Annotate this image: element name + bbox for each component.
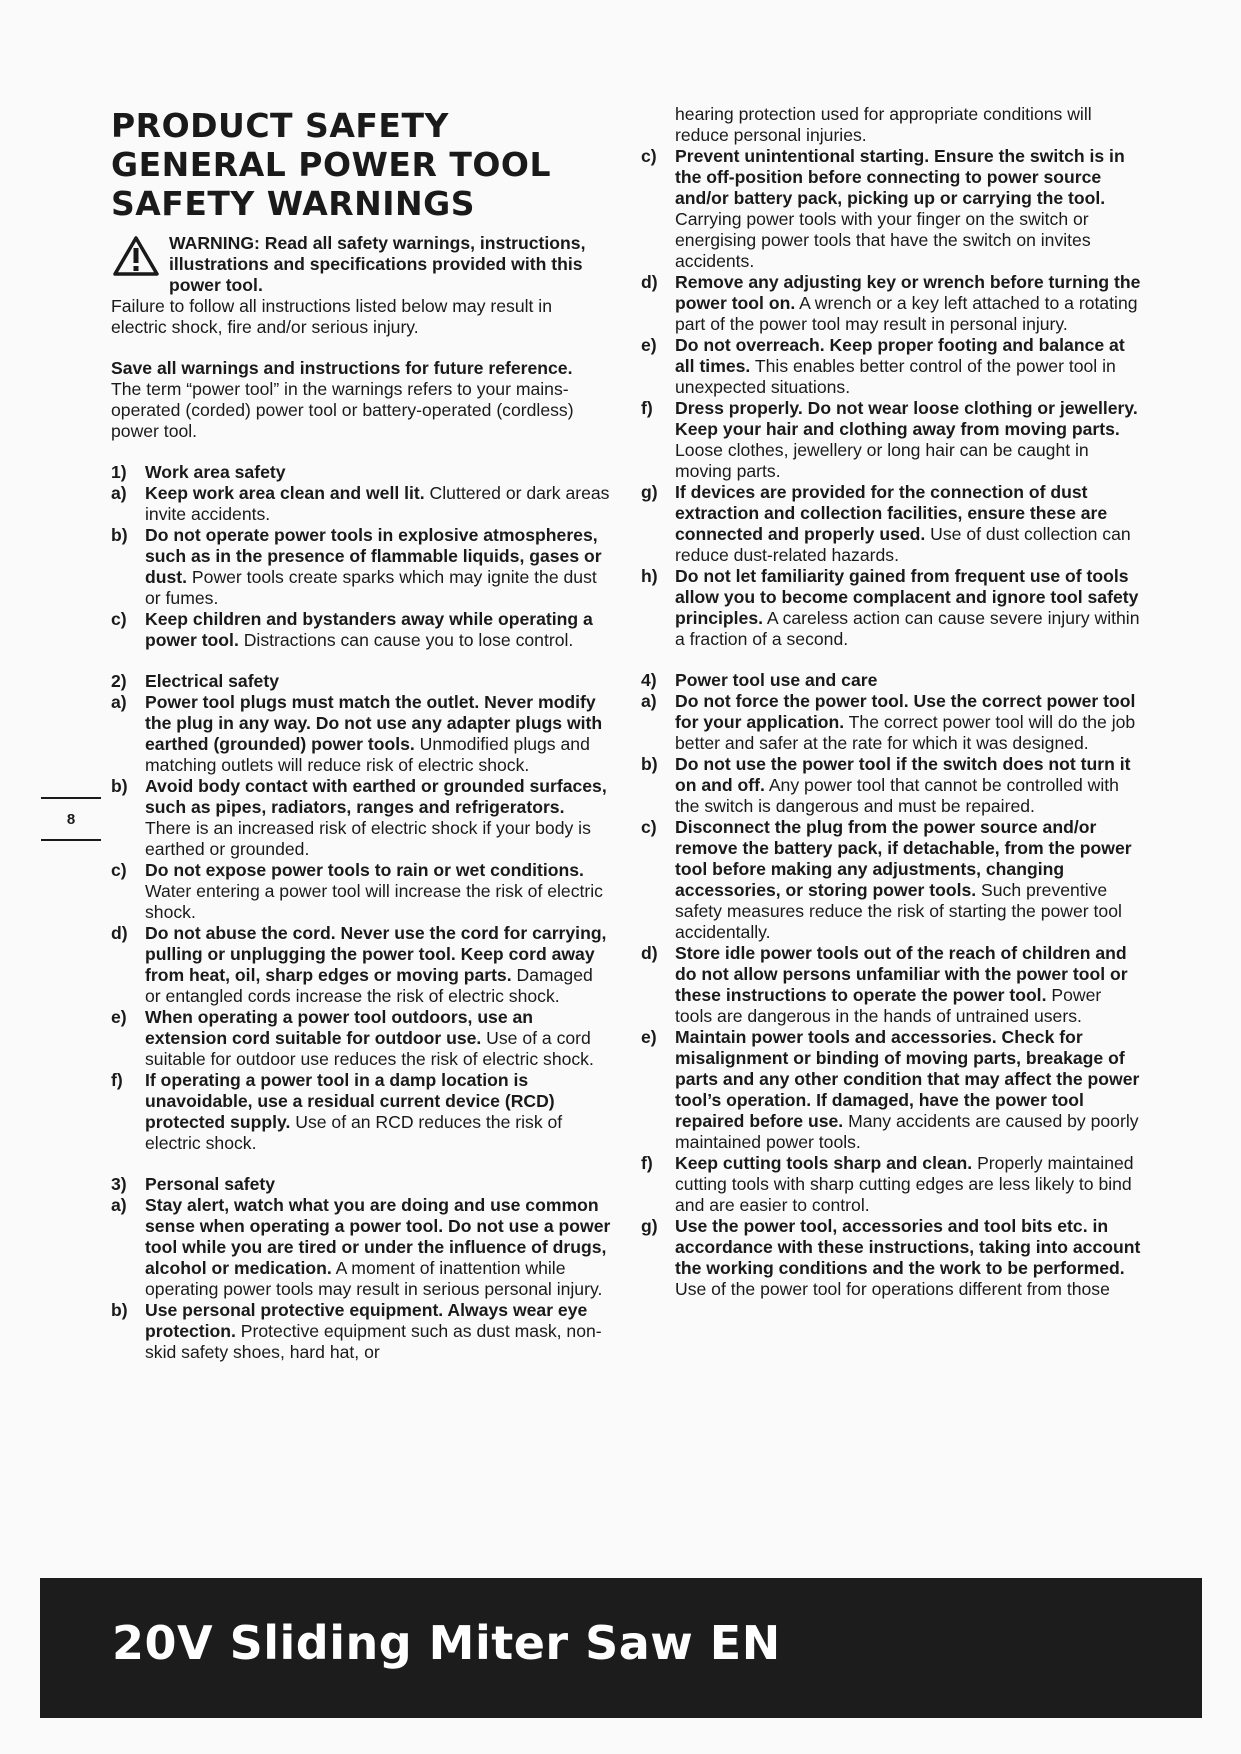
item-label: c) [111,860,127,880]
warning-block: WARNING: Read all safety warnings, instructions, illustrations and specifications provided with this power tool. [111,233,611,296]
item-bold-text: Dress properly. Do not wear loose clothing or jewellery. Keep your hair and clothing away from moving parts. [675,398,1138,439]
item-bold-text: Keep cutting tools sharp and clean. [675,1153,973,1173]
item-text: Distractions can cause you to lose control. [238,630,574,650]
warning-text: Failure to follow all instructions listed below may result in electric shock, fire and/or serious injury. [111,296,553,337]
item-label: a) [641,691,657,711]
section-4-heading: 4) Power tool use and care [641,670,878,690]
list-item [641,146,1141,272]
list-item [641,1153,1141,1216]
item-text: A careless action can cause severe injury within a fraction of a second. [675,608,1140,649]
item-label: b) [111,525,128,545]
list-item [111,860,611,923]
continued-text: hearing protection used for appropriate conditions will reduce personal injuries. [675,104,1092,145]
list-item [641,943,1141,1027]
page-number: 8 [66,811,76,828]
list-item [111,923,611,1007]
item-label: c) [641,817,657,837]
item-bold-text: Store idle power tools out of the reach of children and do not allow persons unfamiliar with the power tool or these instructions to operate the power tool. [675,943,1128,1005]
item-label: d) [111,923,128,943]
item-label: f) [641,1153,653,1173]
item-label: a) [111,692,127,712]
item-bold-text: Do not operate power tools in explosive atmospheres, such as in the presence of flammable liquids, gases or dust. [145,525,602,587]
item-bold-text: If operating a power tool in a damp location is unavoidable, use a residual current device (RCD) protected supply. [145,1070,555,1132]
item-label: g) [641,1216,658,1236]
item-bold-text: Remove any adjusting key or wrench before turning the power tool on. [675,272,1141,313]
item-bold-text: Stay alert, watch what you are doing and use common sense when operating a power tool. Do not use a power tool while you are tired or under the influence of drugs, alcohol or medication. [145,1195,611,1278]
list-item [111,1300,611,1363]
list-item [111,525,611,609]
item-label: e) [641,335,657,355]
list-item [641,1216,1141,1300]
right-column [641,104,1141,1300]
list-item [111,1007,611,1070]
item-text: Damaged or entangled cords increase the risk of electric shock. [145,965,593,1006]
list-item [641,272,1141,335]
item-text: There is an increased risk of electric shock if your body is earthed or grounded. [145,818,591,859]
item-text: A moment of inattention while operating power tools may result in serious personal injury. [145,1258,603,1299]
list-item [641,566,1141,650]
item-text: Properly maintained cutting tools with sharp cutting edges are less likely to bind and are easier to control. [675,1153,1134,1215]
list-item [641,817,1141,943]
section-4-items [641,691,1141,1300]
item-bold-text: Prevent unintentional starting. Ensure the switch is in the off-position before connecting to power source and/or battery pack, picking up or carrying the tool. [675,146,1125,208]
item-bold-text: If devices are provided for the connection of dust extraction and collection facilities, ensure these are connected and properly used. [675,482,1108,544]
footer-bar [40,1578,1202,1718]
section-2-heading: 2) Electrical safety [111,671,279,691]
item-text: Use of a cord suitable for outdoor use reduces the risk of electric shock. [145,1028,594,1069]
item-label: d) [641,943,658,963]
list-item [641,1027,1141,1153]
item-label: c) [111,609,127,629]
list-item [111,609,611,651]
marker-line-bottom [41,839,101,841]
save-heading: Save all warnings and instructions for future reference. [111,358,573,378]
list-item [111,692,611,776]
left-column [111,100,611,1363]
list-item [641,691,1141,754]
warning-triangle-icon [113,235,159,277]
item-label: b) [641,754,658,774]
item-label: h) [641,566,658,586]
marker-line-top [41,797,101,799]
item-bold-text: Do not overreach. Keep proper footing and balance at all times. [675,335,1125,376]
list-item [641,482,1141,566]
item-label: d) [641,272,658,292]
item-text: Carrying power tools with your finger on the switch or energising power tools that have the switch on invites accidents. [675,209,1091,271]
list-item [111,483,611,525]
item-bold-text: Use the power tool, accessories and tool bits etc. in accordance with these instructions, taking into account the working conditions and the work to be performed. [675,1216,1141,1278]
item-text: Protective equipment such as dust mask, non-skid safety shoes, hard hat, or [145,1321,602,1362]
list-item [111,1195,611,1300]
list-item [641,754,1141,817]
item-bold-text: Use personal protective equipment. Always wear eye protection. [145,1300,588,1341]
item-text: Use of the power tool for operations different from those [675,1279,1110,1299]
item-bold-text: When operating a power tool outdoors, use an extension cord suitable for outdoor use. [145,1007,534,1048]
footer-title: 20V Sliding Miter Saw EN [112,1616,781,1670]
list-item [641,335,1141,398]
item-bold-text: Do not let familiarity gained from frequent use of tools allow you to become complacent and ignore tool safety principles. [675,566,1139,628]
item-label: c) [641,146,657,166]
item-bold-text: Avoid body contact with earthed or grounded surfaces, such as pipes, radiators, ranges and refrigerators. [145,776,607,817]
item-text: Many accidents are caused by poorly maintained power tools. [675,1111,1139,1152]
item-label: a) [111,483,127,503]
item-text: The correct power tool will do the job better and safer at the rate for which it was designed. [675,712,1136,753]
page-title: PRODUCT SAFETY GENERAL POWER TOOL SAFETY WARNINGS [111,106,551,223]
item-bold-text: Do not use the power tool if the switch does not turn it on and off. [675,754,1131,795]
item-text: Power tools create sparks which may ignite the dust or fumes. [145,567,597,608]
item-text: Unmodified plugs and matching outlets will reduce risk of electric shock. [145,734,590,775]
item-bold-text: Do not force the power tool. Use the correct power tool for your application. [675,691,1136,732]
item-label: e) [641,1027,657,1047]
item-bold-text: Keep children and bystanders away while operating a power tool. [145,609,593,650]
item-text: Water entering a power tool will increase the risk of electric shock. [145,881,603,922]
item-text: Use of an RCD reduces the risk of electric shock. [145,1112,563,1153]
item-label: b) [111,776,128,796]
item-text: A wrench or a key left attached to a rotating part of the power tool may result in personal injury. [675,293,1138,334]
save-text: The term “power tool” in the warnings refers to your mains-operated (corded) power tool or battery-operated (cordless) power tool. [111,379,574,441]
section-2-items [111,692,611,1154]
list-item [111,1070,611,1154]
item-bold-text: Power tool plugs must match the outlet. Never modify the plug in any way. Do not use any adapter plugs with earthed (grounded) power tools. [145,692,603,754]
item-bold-text: Keep work area clean and well lit. [145,483,425,503]
section-3-items [111,1195,611,1363]
item-text: Loose clothes, jewellery or long hair can be caught in moving parts. [675,440,1089,481]
item-bold-text: Disconnect the plug from the power source and/or remove the battery pack, if detachable, from the power tool before making any adjustments, changing accessories, or storing power tools. [675,817,1132,900]
item-bold-text: Do not expose power tools to rain or wet conditions. [145,860,584,880]
item-label: f) [111,1070,123,1090]
item-label: e) [111,1007,127,1027]
section-3-heading: 3) Personal safety [111,1174,276,1194]
item-text: Any power tool that cannot be controlled with the switch is dangerous and must be repaired. [675,775,1119,816]
section-3-continued-items [641,146,1141,650]
item-label: a) [111,1195,127,1215]
item-bold-text: Maintain power tools and accessories. Check for misalignment or binding of moving parts, breakage of parts and any other condition that may affect the power tool’s operation. If damaged, have the power tool repaired before use. [675,1027,1140,1131]
item-text: Use of dust collection can reduce dust-related hazards. [675,524,1131,565]
list-item [641,398,1141,482]
section-1-items [111,483,611,651]
section-1-heading: 1) Work area safety [111,462,286,482]
item-text: This enables better control of the power tool in unexpected situations. [675,356,1116,397]
list-item [111,776,611,860]
item-text: Power tools are dangerous in the hands of untrained users. [675,985,1102,1026]
item-label: b) [111,1300,128,1320]
item-bold-text: Do not abuse the cord. Never use the cord for carrying, pulling or unplugging the power tool. Keep cord away from heat, oil, sharp edges or moving parts. [145,923,607,985]
item-label: g) [641,482,658,502]
item-text: Cluttered or dark areas invite accidents. [145,483,610,524]
item-label: f) [641,398,653,418]
item-text: Such preventive safety measures reduce the risk of starting the power tool accidentally. [675,880,1122,942]
